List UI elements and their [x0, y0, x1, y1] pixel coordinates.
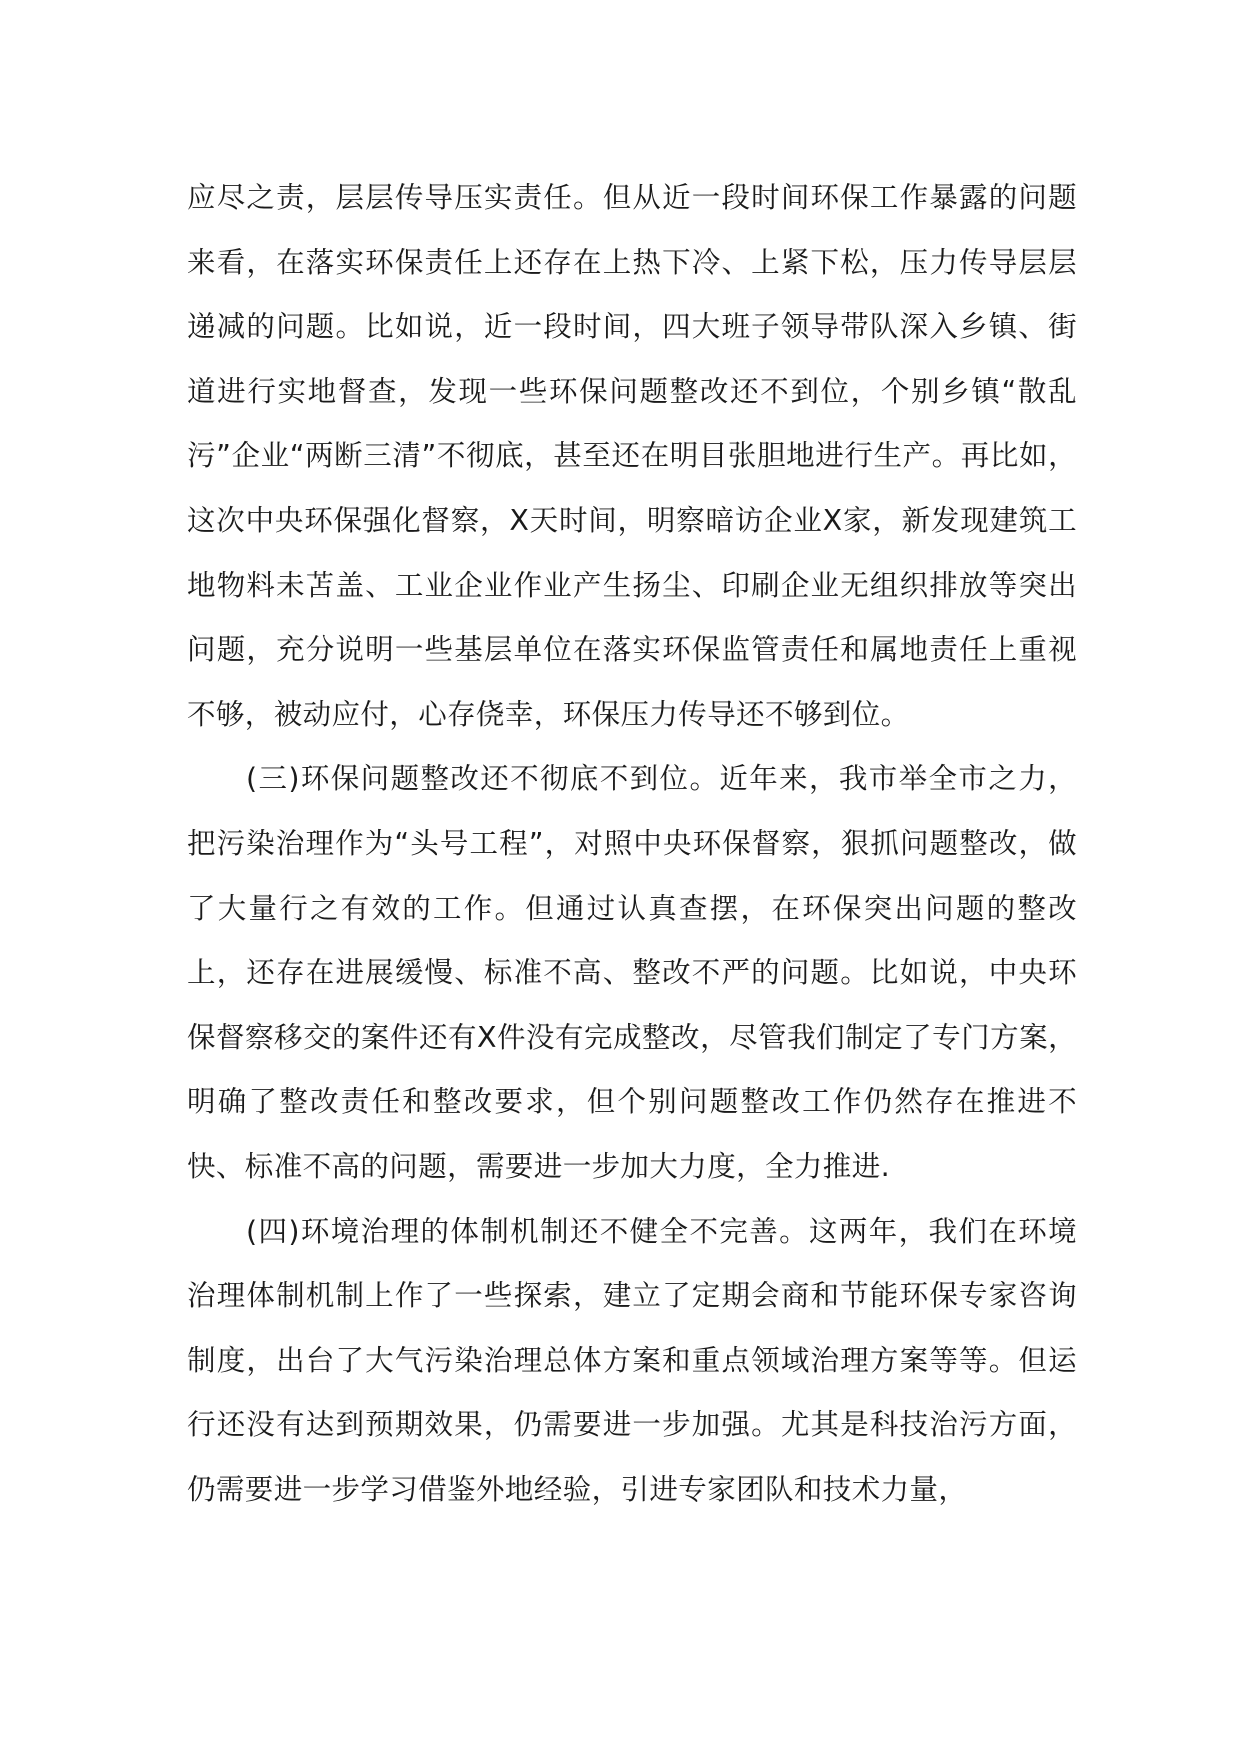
- paragraph-1: 应尽之责，层层传导压实责任。但从近一段时间环保工作暴露的问题来看，在落实环保责任上还存在上热下冷、上紧下松，压力传导层层递减的问题。比如说，近一段时间，四大班子领导带队深入乡镇、街道进行实地督查，发现一些环保问题整改还不到位，个别乡镇“散乱污”企业“两断三清”不彻底，甚至还在明目张胆地进行生产。再比如，这次中央环保强化督察，X天时间，明察暗访企业X家，新发现建筑工地物料未苫盖、工业企业作业产生扬尘、印刷企业无组织排放等突出问题，充分说明一些基层单位在落实环保监管责任和属地责任上重视不够，被动应付，心存侥幸，环保压力传导还不够到位。: [187, 181, 1077, 731]
- document-body: [187, 166, 1077, 1522]
- paragraph-2-section-three: (三)环保问题整改还不彻底不到位。近年来，我市举全市之力，把污染治理作为“头号工程”，对照中央环保督察，狠抓问题整改，做了大量行之有效的工作。但通过认真查摆，在环保突出问题的整改上，还存在进展缓慢、标准不高、整改不严的问题。比如说，中央环保督察移交的案件还有X件没有完成整改，尽管我们制定了专门方案，明确了整改责任和整改要求，但个别问题整改工作仍然存在推进不快、标准不高的问题，需要进一步加大力度，全力推进.: [187, 762, 1077, 1183]
- paragraph-3-section-four: (四)环境治理的体制机制还不健全不完善。这两年，我们在环境治理体制机制上作了一些探索，建立了定期会商和节能环保专家咨询制度，出台了大气污染治理总体方案和重点领域治理方案等等。但运行还没有达到预期效果，仍需要进一步加强。尤其是科技治污方面，仍需要进一步学习借鉴外地经验，引进专家团队和技术力量，: [187, 1214, 1077, 1506]
